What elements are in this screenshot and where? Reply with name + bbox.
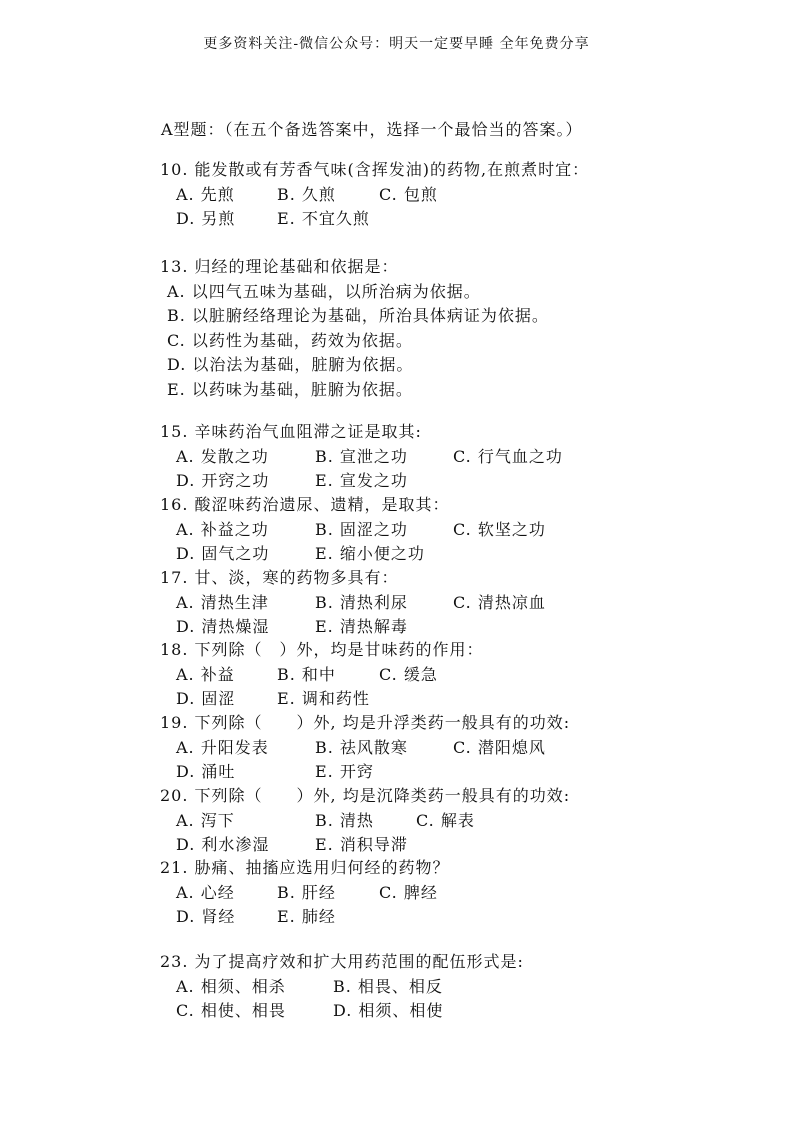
question-stem: 20. 下列除（ ）外, 均是沉降类药一般具有的功效: — [160, 786, 571, 805]
option-d: D. 肾经 — [176, 907, 236, 926]
question-stem: 17. 甘、淡，寒的药物多具有： — [160, 568, 399, 587]
option-a: A. 清热生津 — [176, 592, 269, 612]
option-c: C. 行气血之功 — [453, 446, 563, 466]
option-d: D. 另煎 — [176, 209, 236, 228]
option-d: D. 固气之功 — [176, 544, 270, 563]
section-title: A型题：（在五个备选答案中，选择一个最恰当的答案。） — [161, 120, 583, 139]
question-18 — [160, 638, 484, 712]
option-d: D. 利水渗湿 — [176, 835, 270, 854]
option-e: E. 不宜久煎 — [277, 209, 370, 228]
option-d: D. 以治法为基础，脏腑为依据。 — [167, 355, 414, 374]
question-stem: 10. 能发散或有芳香气味(含挥发油)的药物,在煎煮时宜： — [160, 160, 590, 179]
question-20 — [160, 784, 570, 858]
option-e: E. 消积导滞 — [315, 835, 408, 854]
option-c: C. 包煎 — [379, 184, 438, 204]
option-row — [160, 687, 484, 712]
option-a: A. 补益 — [176, 664, 235, 684]
option-row — [160, 760, 570, 785]
option-d: D. 涌吐 — [176, 762, 236, 781]
option-b: B. 宣泄之功 — [315, 446, 408, 466]
option-row — [160, 663, 484, 688]
option-row — [160, 518, 546, 543]
option-e: E. 宣发之功 — [315, 471, 408, 490]
question-16 — [160, 493, 546, 567]
page-header: 更多资料关注-微信公众号：明天一定要早睡 全年免费分享 — [203, 36, 590, 52]
option-a: A. 先煎 — [176, 184, 235, 204]
option-a: A. 以四气五味为基础，以所治病为依据。 — [167, 281, 481, 301]
option-c: C. 相使、相畏 — [176, 1001, 286, 1020]
option-b: B. 祛风散寒 — [315, 737, 408, 757]
option-row — [160, 833, 570, 858]
option-row — [160, 445, 563, 470]
option-row — [160, 207, 589, 232]
option-row — [160, 881, 450, 906]
option-d: D. 相须、相使 — [333, 1001, 444, 1020]
option-e: E. 肺经 — [277, 907, 336, 926]
question-stem: 21. 胁痛、抽搐应选用归何经的药物？ — [160, 858, 450, 877]
option-b: B. 以脏腑经络理论为基础，所治具体病证为依据。 — [167, 306, 549, 325]
option-row — [160, 736, 570, 761]
option-c: C. 清热凉血 — [453, 592, 546, 612]
option-a: A. 补益之功 — [176, 519, 269, 539]
option-row — [160, 809, 570, 834]
question-10 — [160, 158, 589, 232]
option-d: D. 清热燥湿 — [176, 617, 270, 636]
option-c: C. 潜阳熄风 — [453, 737, 546, 757]
question-stem: 16. 酸涩味药治遗尿、遗精，是取其： — [160, 495, 450, 514]
option-a: A. 心经 — [176, 882, 235, 902]
option-b: B. 久煎 — [277, 184, 336, 204]
option-row — [160, 975, 524, 1000]
option-row — [160, 183, 589, 208]
option-b: B. 和中 — [277, 664, 336, 684]
option-a: A. 升阳发表 — [176, 737, 269, 757]
option-e: E. 调和药性 — [277, 689, 370, 708]
option-d: D. 开窍之功 — [176, 471, 270, 490]
option-c: C. 软坚之功 — [453, 519, 546, 539]
option-row — [160, 999, 524, 1024]
question-17 — [160, 566, 546, 640]
question-19 — [160, 711, 570, 785]
option-c: C. 解表 — [416, 810, 475, 830]
question-stem: 19. 下列除（ ）外, 均是升浮类药一般具有的功效: — [160, 713, 571, 732]
option-row — [160, 591, 546, 616]
question-stem: 23. 为了提高疗效和扩大用药范围的配伍形式是: — [160, 952, 524, 971]
option-a: A. 相须、相杀 — [176, 976, 286, 996]
option-c: C. 以药性为基础，药效为依据。 — [167, 330, 413, 350]
option-e: E. 以药味为基础，脏腑为依据。 — [167, 379, 413, 399]
option-a: A. 泻下 — [176, 810, 235, 830]
option-b: B. 相畏、相反 — [333, 976, 443, 996]
option-row — [160, 542, 450, 567]
option-e: E. 开窍 — [315, 762, 374, 781]
question-23 — [160, 950, 524, 1024]
option-b: B. 清热 — [315, 810, 374, 830]
question-stem: 18. 下列除（ ）外，均是甘味药的作用： — [160, 640, 484, 659]
option-row — [160, 469, 422, 494]
option-row — [160, 615, 408, 640]
question-stem: 13. 归经的理论基础和依据是： — [160, 257, 399, 276]
option-a: A. 发散之功 — [176, 446, 269, 466]
question-15 — [160, 420, 563, 494]
option-e: E. 缩小便之功 — [315, 544, 425, 563]
option-e: E. 清热解毒 — [315, 617, 408, 636]
question-13 — [160, 255, 549, 402]
question-stem: 15. 辛味药治气血阻滞之证是取其: — [160, 422, 422, 441]
option-b: B. 肝经 — [277, 882, 336, 902]
question-21 — [160, 856, 450, 930]
option-b: B. 固涩之功 — [315, 519, 408, 539]
option-b: B. 清热利尿 — [315, 592, 408, 612]
option-row — [160, 905, 450, 930]
option-c: C. 缓急 — [379, 664, 438, 684]
option-c: C. 脾经 — [379, 882, 438, 902]
option-d: D. 固涩 — [176, 689, 236, 708]
